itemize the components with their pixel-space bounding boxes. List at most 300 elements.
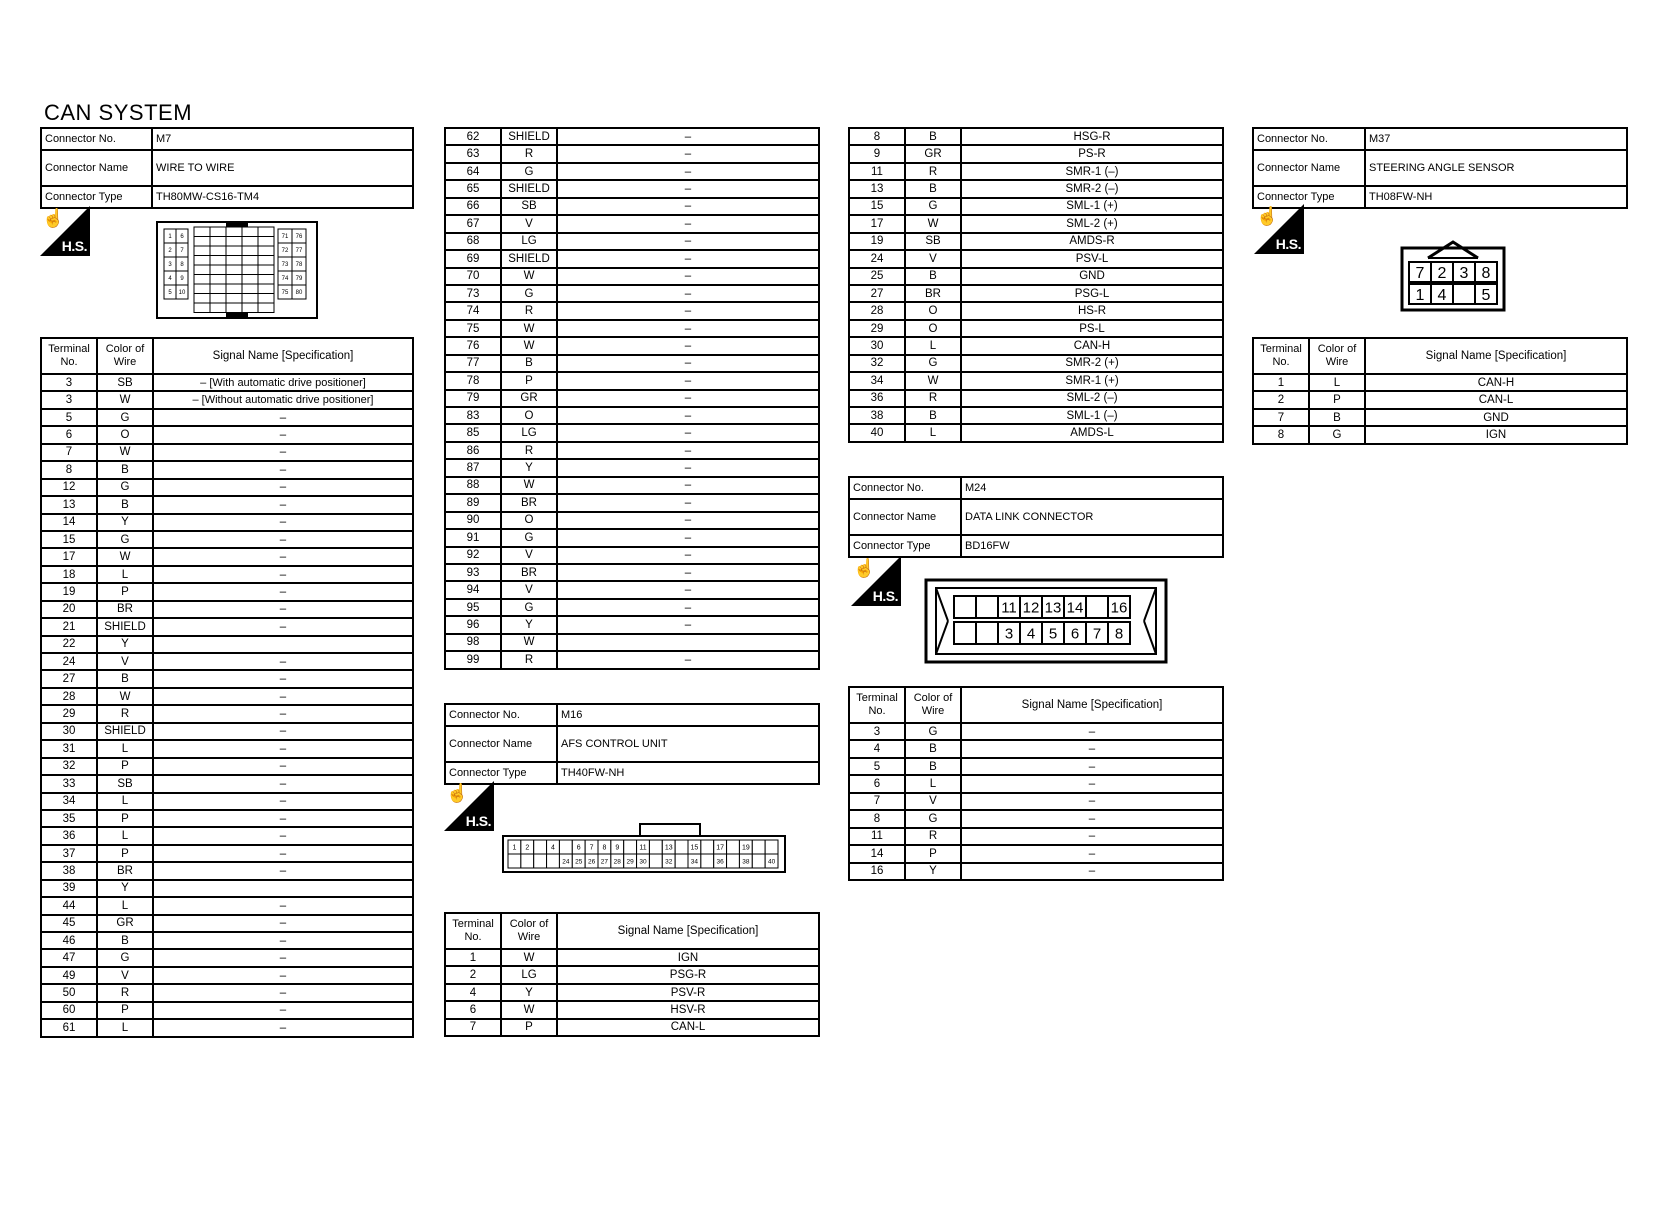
terminal-no-cell: 28 <box>849 302 905 319</box>
wire-color-cell: R <box>501 651 557 668</box>
terminal-no-cell: 38 <box>41 862 97 879</box>
wire-color-cell: W <box>501 320 557 337</box>
wire-color-cell: Y <box>501 459 557 476</box>
table-row <box>445 512 819 529</box>
table-row <box>445 337 819 354</box>
wire-color-cell: BR <box>97 601 153 618</box>
pin-number-label: 7 <box>180 248 184 255</box>
wire-color-cell: LG <box>501 233 557 250</box>
signal-name-cell: SML-1 (–) <box>961 407 1223 424</box>
connector-name-label: Connector Name <box>1253 150 1365 186</box>
signal-name-cell: – <box>153 915 413 932</box>
signal-name-cell: – <box>153 705 413 722</box>
pin-number-label: 76 <box>295 234 303 241</box>
table-row <box>41 688 413 705</box>
pin-cell <box>210 256 226 266</box>
terminal-no-cell: 8 <box>41 461 97 478</box>
pin-cell <box>559 840 572 854</box>
signal-name-cell: – <box>153 496 413 513</box>
pin-cell <box>976 622 998 644</box>
terminal-no-cell: 67 <box>445 215 501 232</box>
pin-number-label: 7 <box>589 844 594 852</box>
table-row <box>41 548 413 565</box>
pin-cell <box>258 284 274 294</box>
terminal-no-cell: 46 <box>41 932 97 949</box>
terminal-no-cell: 13 <box>849 180 905 197</box>
signal-name-cell: – <box>961 845 1223 862</box>
wire-color-cell: R <box>501 302 557 319</box>
pin-cell <box>226 256 242 266</box>
table-row <box>41 1002 413 1019</box>
signal-name-cell <box>557 634 819 651</box>
terminal-no-cell: 1 <box>1253 374 1309 391</box>
pin-number-label: 7 <box>1092 625 1102 643</box>
pin-number-label: 13 <box>664 844 673 852</box>
connector-no-label: Connector No. <box>1253 128 1365 150</box>
table-row <box>41 723 413 740</box>
signal-name-cell: – <box>153 514 413 531</box>
signal-name-cell: – <box>961 863 1223 880</box>
terminal-no-cell: 24 <box>849 250 905 267</box>
signal-name-cell: PS-L <box>961 320 1223 337</box>
signal-name-cell: – <box>557 198 819 215</box>
pin-number-label: 73 <box>281 262 289 269</box>
pin-cell <box>258 237 274 247</box>
pin-number-label: 3 <box>168 262 172 269</box>
signal-name-cell: – <box>557 268 819 285</box>
wire-color-cell: W <box>97 444 153 461</box>
wire-color-cell: BR <box>905 285 961 302</box>
terminal-no-cell: 40 <box>849 424 905 441</box>
pin-cell <box>194 284 210 294</box>
pin-cell <box>210 237 226 247</box>
table-row <box>849 268 1223 285</box>
table-row <box>1253 409 1627 426</box>
terminal-no-cell: 76 <box>445 337 501 354</box>
signal-name-cell: – <box>961 758 1223 775</box>
m16-info-table <box>444 703 820 785</box>
table-row <box>445 634 819 651</box>
wire-color-cell: L <box>97 740 153 757</box>
pin-cell <box>1453 284 1475 304</box>
pin-cell <box>210 265 226 275</box>
signal-name-cell <box>153 636 413 653</box>
table-row <box>41 391 413 408</box>
signal-name-cell: – <box>153 862 413 879</box>
signal-name-cell <box>153 880 413 897</box>
signal-name-cell: – <box>153 793 413 810</box>
wire-color-cell: BR <box>97 862 153 879</box>
terminal-no-cell: 11 <box>849 828 905 845</box>
table-row <box>849 793 1223 810</box>
signal-name-cell: – <box>557 215 819 232</box>
table-row <box>849 390 1223 407</box>
terminal-no-cell: 89 <box>445 494 501 511</box>
terminal-no-cell: 15 <box>41 531 97 548</box>
wire-color-cell: R <box>905 828 961 845</box>
pin-number-label: 4 <box>168 276 172 283</box>
signal-name-cell: – <box>961 775 1223 792</box>
table-row <box>41 810 413 827</box>
connector-type-value: BD16FW <box>961 535 1223 557</box>
hs-badge-icon <box>851 556 901 606</box>
table-row <box>445 128 819 145</box>
signal-name-cell: CAN-L <box>1365 391 1627 408</box>
pin-number-label: 11 <box>639 844 647 852</box>
pin-number-label: 6 <box>180 234 184 241</box>
wire-color-cell: B <box>97 670 153 687</box>
table-row <box>41 967 413 984</box>
terminal-no-cell: 78 <box>445 372 501 389</box>
m37-terminal-table <box>1252 337 1628 445</box>
terminal-no-cell: 12 <box>41 479 97 496</box>
hand-icon: ☝ <box>1256 206 1279 226</box>
terminal-no-cell: 90 <box>445 512 501 529</box>
signal-name-cell: – <box>557 180 819 197</box>
pin-cell <box>258 275 274 285</box>
signal-name-cell: – <box>961 828 1223 845</box>
signal-name-cell: HS-R <box>961 302 1223 319</box>
wire-color-cell: O <box>501 407 557 424</box>
terminal-no-cell: 47 <box>41 949 97 966</box>
signal-name-cell: – <box>557 599 819 616</box>
signal-name-cell: – <box>153 740 413 757</box>
terminal-no-cell: 50 <box>41 984 97 1001</box>
signal-name-cell: – <box>153 601 413 618</box>
terminal-no-cell: 75 <box>445 320 501 337</box>
connector-no-label: Connector No. <box>849 477 961 499</box>
m7-info-table <box>40 127 414 209</box>
signal-name-cell: – <box>153 897 413 914</box>
signal-name-cell: – <box>557 529 819 546</box>
connector-type-label: Connector Type <box>849 535 961 557</box>
table-row <box>41 566 413 583</box>
terminal-no-cell: 69 <box>445 250 501 267</box>
pin-number-label: 7 <box>1415 264 1425 282</box>
wire-color-cell: P <box>501 372 557 389</box>
table-row <box>445 163 819 180</box>
wire-color-cell: B <box>905 180 961 197</box>
pin-number-label: 13 <box>1044 599 1062 617</box>
pin-cell <box>242 275 258 285</box>
pin-number-label: 29 <box>626 858 634 866</box>
terminal-no-cell: 21 <box>41 618 97 635</box>
pin-number-label: 8 <box>1114 625 1124 643</box>
terminal-no-cell: 96 <box>445 616 501 633</box>
pin-number-label: 36 <box>716 858 724 866</box>
signal-name-cell: – <box>961 723 1223 740</box>
pin-cell <box>242 246 258 256</box>
pin-cell <box>226 227 242 237</box>
terminal-no-cell: 63 <box>445 145 501 162</box>
table-row <box>849 215 1223 232</box>
wire-color-cell: L <box>97 566 153 583</box>
signal-name-cell: – <box>153 723 413 740</box>
pin-number-label: 4 <box>1026 625 1036 643</box>
table-row <box>445 651 819 668</box>
signal-name-cell: – <box>153 1002 413 1019</box>
terminal-no-cell: 14 <box>849 845 905 862</box>
pin-number-label: 9 <box>615 844 620 852</box>
table-row <box>445 320 819 337</box>
wire-color-cell: Y <box>97 636 153 653</box>
table-row <box>445 215 819 232</box>
terminal-no-cell: 34 <box>849 372 905 389</box>
pin-number-label: 8 <box>180 262 184 269</box>
wire-color-cell: L <box>97 827 153 844</box>
terminal-no-cell: 73 <box>445 285 501 302</box>
signal-name-cell: – <box>153 444 413 461</box>
signal-name-cell: – <box>557 250 819 267</box>
signal-name-cell: – <box>153 618 413 635</box>
terminal-no-cell: 18 <box>41 566 97 583</box>
terminal-no-cell: 86 <box>445 442 501 459</box>
table-row <box>41 827 413 844</box>
table-row <box>849 145 1223 162</box>
wire-color-cell: SHIELD <box>97 723 153 740</box>
pin-number-label: 28 <box>613 858 621 866</box>
signal-name-cell: – <box>153 688 413 705</box>
hs-label: H.S. <box>61 238 87 254</box>
pin-number-label: 25 <box>575 858 583 866</box>
pin-cell <box>226 237 242 247</box>
table-row <box>445 355 819 372</box>
table-row <box>41 409 413 426</box>
signal-name-header: Signal Name [Specification] <box>557 913 819 949</box>
pin-cell <box>727 840 740 854</box>
wire-color-cell: B <box>905 758 961 775</box>
table-row <box>849 180 1223 197</box>
color-of-wire-header: Color of Wire <box>501 913 557 949</box>
signal-name-cell: SML-2 (+) <box>961 215 1223 232</box>
pin-number-label: 5 <box>1048 625 1058 643</box>
signal-name-cell: – <box>557 320 819 337</box>
terminal-no-cell: 4 <box>445 984 501 1001</box>
hand-icon: ☝ <box>446 783 469 803</box>
table-row <box>849 302 1223 319</box>
connector-type-label: Connector Type <box>1253 186 1365 208</box>
color-of-wire-header: Color of Wire <box>1309 338 1365 374</box>
signal-name-cell: – <box>153 845 413 862</box>
m24-info-table <box>848 476 1224 558</box>
pin-cell <box>242 256 258 266</box>
terminal-no-cell: 6 <box>849 775 905 792</box>
terminal-no-cell: 28 <box>41 688 97 705</box>
signal-name-cell: SMR-1 (–) <box>961 163 1223 180</box>
wire-color-cell: P <box>97 758 153 775</box>
pin-number-label: 17 <box>716 844 725 852</box>
m7-terminal-table <box>40 337 414 1038</box>
connector-no-value: M24 <box>961 477 1223 499</box>
table-row <box>41 880 413 897</box>
signal-name-cell: – <box>961 740 1223 757</box>
m16-terminal-table <box>444 912 820 1037</box>
terminal-no-cell: 39 <box>41 880 97 897</box>
terminal-no-cell: 8 <box>1253 426 1309 443</box>
wire-color-cell: B <box>97 932 153 949</box>
pin-number-label: 14 <box>1066 599 1084 617</box>
table-row <box>445 233 819 250</box>
wire-color-cell: G <box>97 409 153 426</box>
pin-cell <box>194 265 210 275</box>
table-row <box>41 793 413 810</box>
table-row <box>41 618 413 635</box>
pin-number-label: 11 <box>1001 599 1017 617</box>
table-row <box>41 444 413 461</box>
signal-name-cell: – <box>557 547 819 564</box>
signal-name-cell: HSV-R <box>557 1001 819 1018</box>
signal-name-cell: – <box>961 793 1223 810</box>
table-row <box>445 477 819 494</box>
pin-cell <box>194 303 210 313</box>
signal-name-cell: PSV-R <box>557 984 819 1001</box>
pin-cell <box>534 854 547 868</box>
signal-name-cell: – <box>557 459 819 476</box>
table-row <box>445 966 819 983</box>
table-row <box>849 424 1223 441</box>
terminal-no-cell: 85 <box>445 424 501 441</box>
wire-color-cell: P <box>905 845 961 862</box>
signal-name-cell: – <box>153 1019 413 1036</box>
table-row <box>41 531 413 548</box>
table-row <box>41 583 413 600</box>
wire-color-cell: O <box>501 512 557 529</box>
pin-number-label: 9 <box>180 276 184 283</box>
table-row <box>849 233 1223 250</box>
hs-label: H.S. <box>872 588 898 604</box>
table-row <box>445 984 819 1001</box>
table-row <box>849 758 1223 775</box>
terminal-no-cell: 87 <box>445 459 501 476</box>
pin-number-label: 5 <box>168 290 172 297</box>
wire-color-cell: SHIELD <box>501 250 557 267</box>
connector-name-label: Connector Name <box>445 726 557 762</box>
signal-name-cell: – <box>153 531 413 548</box>
terminal-no-cell: 17 <box>849 215 905 232</box>
connector-type-value: TH08FW-NH <box>1365 186 1627 208</box>
pin-number-label: 12 <box>1022 599 1040 617</box>
table-row <box>445 547 819 564</box>
terminal-no-cell: 29 <box>41 705 97 722</box>
signal-name-cell: – <box>557 442 819 459</box>
hand-icon: ☝ <box>853 558 876 578</box>
table-row <box>1253 374 1627 391</box>
signal-name-cell: – <box>557 163 819 180</box>
table-row <box>445 302 819 319</box>
terminal-no-cell: 65 <box>445 180 501 197</box>
wire-color-cell: G <box>97 531 153 548</box>
pin-number-label: 38 <box>742 858 750 866</box>
terminal-no-cell: 83 <box>445 407 501 424</box>
terminal-no-cell: 95 <box>445 599 501 616</box>
terminal-no-cell: 22 <box>41 636 97 653</box>
pin-cell <box>521 854 534 868</box>
table-row <box>445 268 819 285</box>
pin-cell <box>675 854 688 868</box>
pin-number-label: 24 <box>562 858 570 866</box>
table-row <box>41 705 413 722</box>
terminal-no-cell: 93 <box>445 564 501 581</box>
connector-name-label: Connector Name <box>849 499 961 535</box>
wire-color-cell: V <box>97 967 153 984</box>
signal-name-cell: – <box>153 984 413 1001</box>
wire-color-cell: SB <box>97 374 153 391</box>
wire-color-cell: W <box>501 337 557 354</box>
wire-color-cell: R <box>97 984 153 1001</box>
table-row <box>849 845 1223 862</box>
pin-cell <box>954 596 976 618</box>
terminal-no-cell: 70 <box>445 268 501 285</box>
connector-name-value: WIRE TO WIRE <box>152 150 413 186</box>
signal-name-cell: – <box>557 512 819 529</box>
terminal-no-cell: 62 <box>445 128 501 145</box>
terminal-no-cell: 88 <box>445 477 501 494</box>
table-row <box>849 407 1223 424</box>
signal-name-cell: AMDS-L <box>961 424 1223 441</box>
pin-cell <box>258 265 274 275</box>
terminal-no-cell: 5 <box>849 758 905 775</box>
terminal-no-header: Terminal No. <box>445 913 501 949</box>
signal-name-cell: HSG-R <box>961 128 1223 145</box>
pin-number-label: 4 <box>1437 286 1447 304</box>
wire-color-cell: R <box>501 442 557 459</box>
terminal-no-cell: 32 <box>849 355 905 372</box>
pin-cell <box>675 840 688 854</box>
m16-connector-face-diagram <box>502 822 786 874</box>
table-row <box>849 740 1223 757</box>
table-row <box>41 845 413 862</box>
terminal-no-cell: 33 <box>41 775 97 792</box>
table-row <box>41 915 413 932</box>
pin-cell <box>194 246 210 256</box>
wire-color-cell: B <box>1309 409 1365 426</box>
wire-color-cell: W <box>501 949 557 966</box>
wire-color-cell: B <box>97 461 153 478</box>
wire-color-cell: W <box>501 634 557 651</box>
table-row <box>849 285 1223 302</box>
signal-name-header: Signal Name [Specification] <box>961 687 1223 723</box>
pin-cell <box>242 265 258 275</box>
wire-color-cell: GR <box>501 390 557 407</box>
pin-cell <box>226 275 242 285</box>
signal-name-cell: – <box>557 233 819 250</box>
wire-color-cell: W <box>501 1001 557 1018</box>
terminal-no-cell: 61 <box>41 1019 97 1036</box>
pin-number-label: 1 <box>1415 286 1425 304</box>
signal-name-cell: – <box>557 372 819 389</box>
table-row <box>849 372 1223 389</box>
signal-name-cell: – <box>557 390 819 407</box>
signal-name-cell: – <box>153 479 413 496</box>
wire-color-cell: B <box>905 407 961 424</box>
terminal-no-cell: 49 <box>41 967 97 984</box>
wire-color-cell: G <box>905 723 961 740</box>
pin-number-label: 1 <box>168 234 172 241</box>
table-row <box>445 1001 819 1018</box>
signal-name-cell: – <box>153 409 413 426</box>
wire-color-cell: L <box>905 337 961 354</box>
pin-number-label: 16 <box>1110 599 1128 617</box>
pin-number-label: 74 <box>281 276 289 283</box>
table-row <box>849 723 1223 740</box>
hs-label: H.S. <box>465 813 491 829</box>
table-row <box>41 514 413 531</box>
table-row <box>445 180 819 197</box>
table-row <box>41 758 413 775</box>
hs-label: H.S. <box>1275 236 1301 252</box>
terminal-no-cell: 7 <box>445 1019 501 1036</box>
wire-color-cell: V <box>501 215 557 232</box>
